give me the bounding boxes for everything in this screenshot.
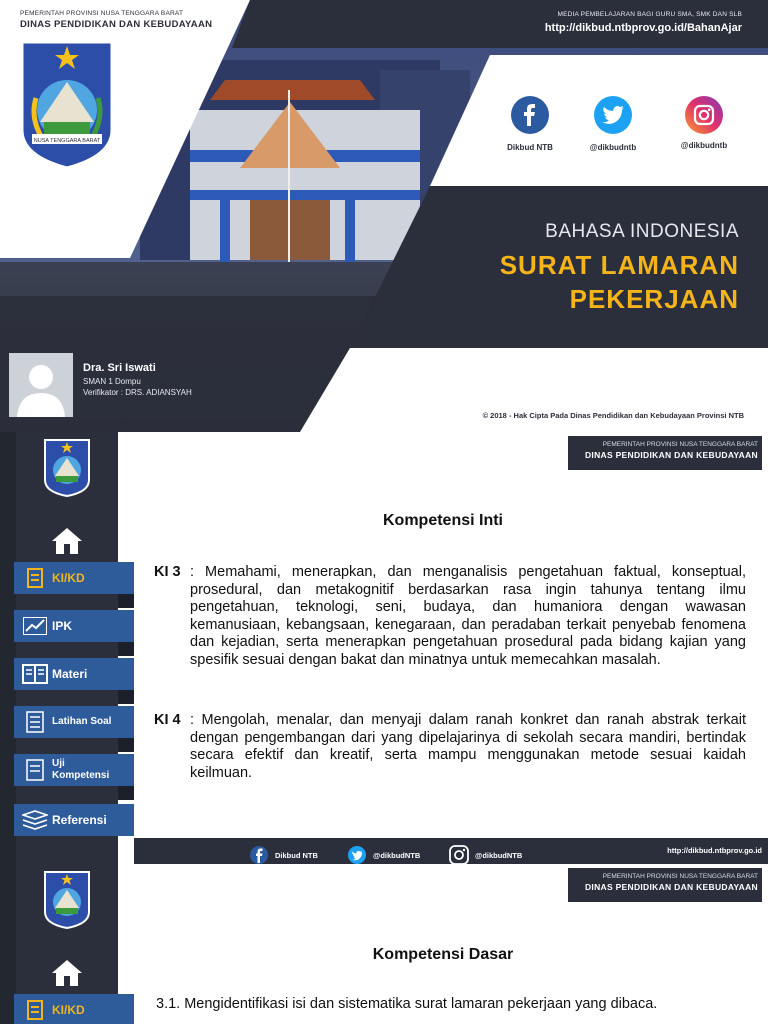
slide-header-small: PEMERINTAH PROVINSI NUSA TENGGARA BARAT bbox=[602, 441, 758, 448]
slide-kompetensi-dasar bbox=[0, 864, 768, 1024]
slide-title: Kompetensi Dasar bbox=[372, 946, 514, 963]
nav-ipk-label: IPK bbox=[52, 619, 73, 633]
facebook-icon[interactable] bbox=[511, 96, 549, 134]
instagram-icon bbox=[448, 844, 470, 864]
nav-uji-label: Uji Kompetensi bbox=[52, 758, 110, 781]
title-line-2: PEKERJAAN bbox=[569, 284, 739, 314]
media-url-link[interactable]: http://dikbud.ntbprov.go.id/BahanAjar bbox=[544, 22, 742, 34]
nav-latihan-label: Latihan Soal bbox=[52, 716, 112, 727]
title-line-1: SURAT LAMARAN bbox=[499, 250, 739, 280]
cover-gov-title: DINAS PENDIDIKAN DAN KEBUDAYAAN bbox=[20, 19, 213, 30]
author-school: SMAN 1 Dompu bbox=[83, 377, 141, 386]
test-paper-icon bbox=[22, 758, 48, 782]
nav-referensi-button[interactable] bbox=[14, 804, 134, 836]
nav-materi-label: Materi bbox=[52, 667, 88, 681]
nav-materi-button[interactable] bbox=[14, 658, 134, 690]
document-icon bbox=[22, 566, 48, 590]
chart-line-icon bbox=[22, 614, 48, 638]
home-icon[interactable] bbox=[51, 526, 83, 556]
twitter-icon bbox=[346, 844, 368, 864]
nav-latihan-button[interactable] bbox=[14, 706, 134, 738]
logo-text: NUSA TENGGARA BARAT bbox=[33, 138, 101, 144]
cover-slide bbox=[0, 0, 768, 432]
nav-kikd-button[interactable] bbox=[14, 994, 134, 1024]
sidebar-logo bbox=[43, 870, 91, 930]
slide-kompetensi-inti bbox=[0, 432, 768, 864]
footer-twitter[interactable] bbox=[346, 844, 420, 864]
footer-url-link[interactable]: http://dikbud.ntbprov.go.id bbox=[667, 846, 762, 855]
ki3-paragraph bbox=[154, 564, 746, 669]
facebook-icon bbox=[248, 844, 270, 864]
footer-facebook-label: Dikbud NTB bbox=[275, 850, 318, 860]
facebook-label: Dikbud NTB bbox=[507, 143, 553, 152]
author-verifikator: Verifikator : DRS. ADIANSYAH bbox=[83, 388, 192, 397]
home-icon[interactable] bbox=[51, 958, 83, 988]
ki4-code: KI 4 bbox=[154, 712, 181, 728]
author-avatar bbox=[9, 353, 73, 417]
slide-title: Kompetensi Inti bbox=[382, 512, 503, 529]
slide-header-small: PEMERINTAH PROVINSI NUSA TENGGARA BARAT bbox=[602, 873, 758, 880]
subject-label: BAHASA INDONESIA bbox=[545, 221, 739, 242]
sidebar bbox=[0, 432, 118, 864]
instagram-icon[interactable] bbox=[685, 96, 723, 134]
ki4-text: : Mengolah, menalar, dan menyaji dalam ranah konkret dan ranah abstrak terkait dengan pengembangan dari yang dipelajarinya di sekolah secara mandiri, bertindak secara efektif dan kreatif, serta mampu menggunakan metode sesuai kaidah keilmuan. bbox=[190, 712, 746, 781]
checklist-icon bbox=[22, 710, 48, 734]
footer-instagram-label: @dikbudNTB bbox=[475, 850, 523, 860]
ki3-text: : Memahami, menerapkan, dan menganalisis pengetahuan faktual, konseptual, prosedural, dan metakognitif berdasarkan rasa ingin tahunya tentang ilmu pengetahuan, teknologi, seni, budaya, dan humaniora dengan wawasan kemanusiaan, kebangsaan, kenegaraan, dan peradaban terkait penyebab fenomena dan kejadian, serta menerapkan pengetahuan prosedural pada bidang kajian yang spesifik sesuai dengan bakat dan minatnya untuk memecahkan masalah. bbox=[190, 564, 746, 668]
twitter-label: @dikbudntb bbox=[589, 143, 637, 152]
kd-3-1-text: 3.1. Mengidentifikasi isi dan sistematika surat lamaran pekerjaan yang dibaca. bbox=[156, 996, 658, 1012]
nav-ipk-button[interactable] bbox=[14, 610, 134, 642]
author-name: Dra. Sri Iswati bbox=[83, 362, 156, 374]
document-icon bbox=[22, 998, 48, 1022]
twitter-icon[interactable] bbox=[594, 96, 632, 134]
book-icon bbox=[22, 662, 48, 686]
ntb-logo bbox=[18, 38, 116, 172]
nav-kikd-label: KI/KD bbox=[52, 1003, 85, 1017]
ki4-paragraph bbox=[154, 712, 746, 782]
nav-kikd-label: KI/KD bbox=[52, 571, 85, 585]
footer-instagram[interactable] bbox=[448, 844, 522, 864]
ki3-code: KI 3 bbox=[154, 564, 181, 580]
nav-referensi-label: Referensi bbox=[52, 813, 107, 827]
slide-header-title: DINAS PENDIDIKAN DAN KEBUDAYAAN bbox=[584, 450, 758, 460]
media-caption: MEDIA PEMBELAJARAN BAGI GURU SMA, SMK DAN SLB bbox=[557, 11, 742, 18]
sidebar-logo bbox=[43, 438, 91, 498]
nav-uji-button[interactable] bbox=[14, 754, 134, 786]
footer-twitter-label: @dikbudNTB bbox=[373, 850, 421, 860]
footer-facebook[interactable] bbox=[248, 844, 318, 864]
instagram-label: @dikbudntb bbox=[680, 141, 728, 150]
copyright-text: © 2018 - Hak Cipta Pada Dinas Pendidikan dan Kebudayaan Provinsi NTB bbox=[482, 411, 744, 420]
cover-gov-small: PEMERINTAH PROVINSI NUSA TENGGARA BARAT bbox=[20, 10, 184, 17]
slide-header-title: DINAS PENDIDIKAN DAN KEBUDAYAAN bbox=[584, 882, 758, 892]
nav-kikd-button[interactable] bbox=[14, 562, 134, 594]
books-stack-icon bbox=[22, 808, 48, 832]
